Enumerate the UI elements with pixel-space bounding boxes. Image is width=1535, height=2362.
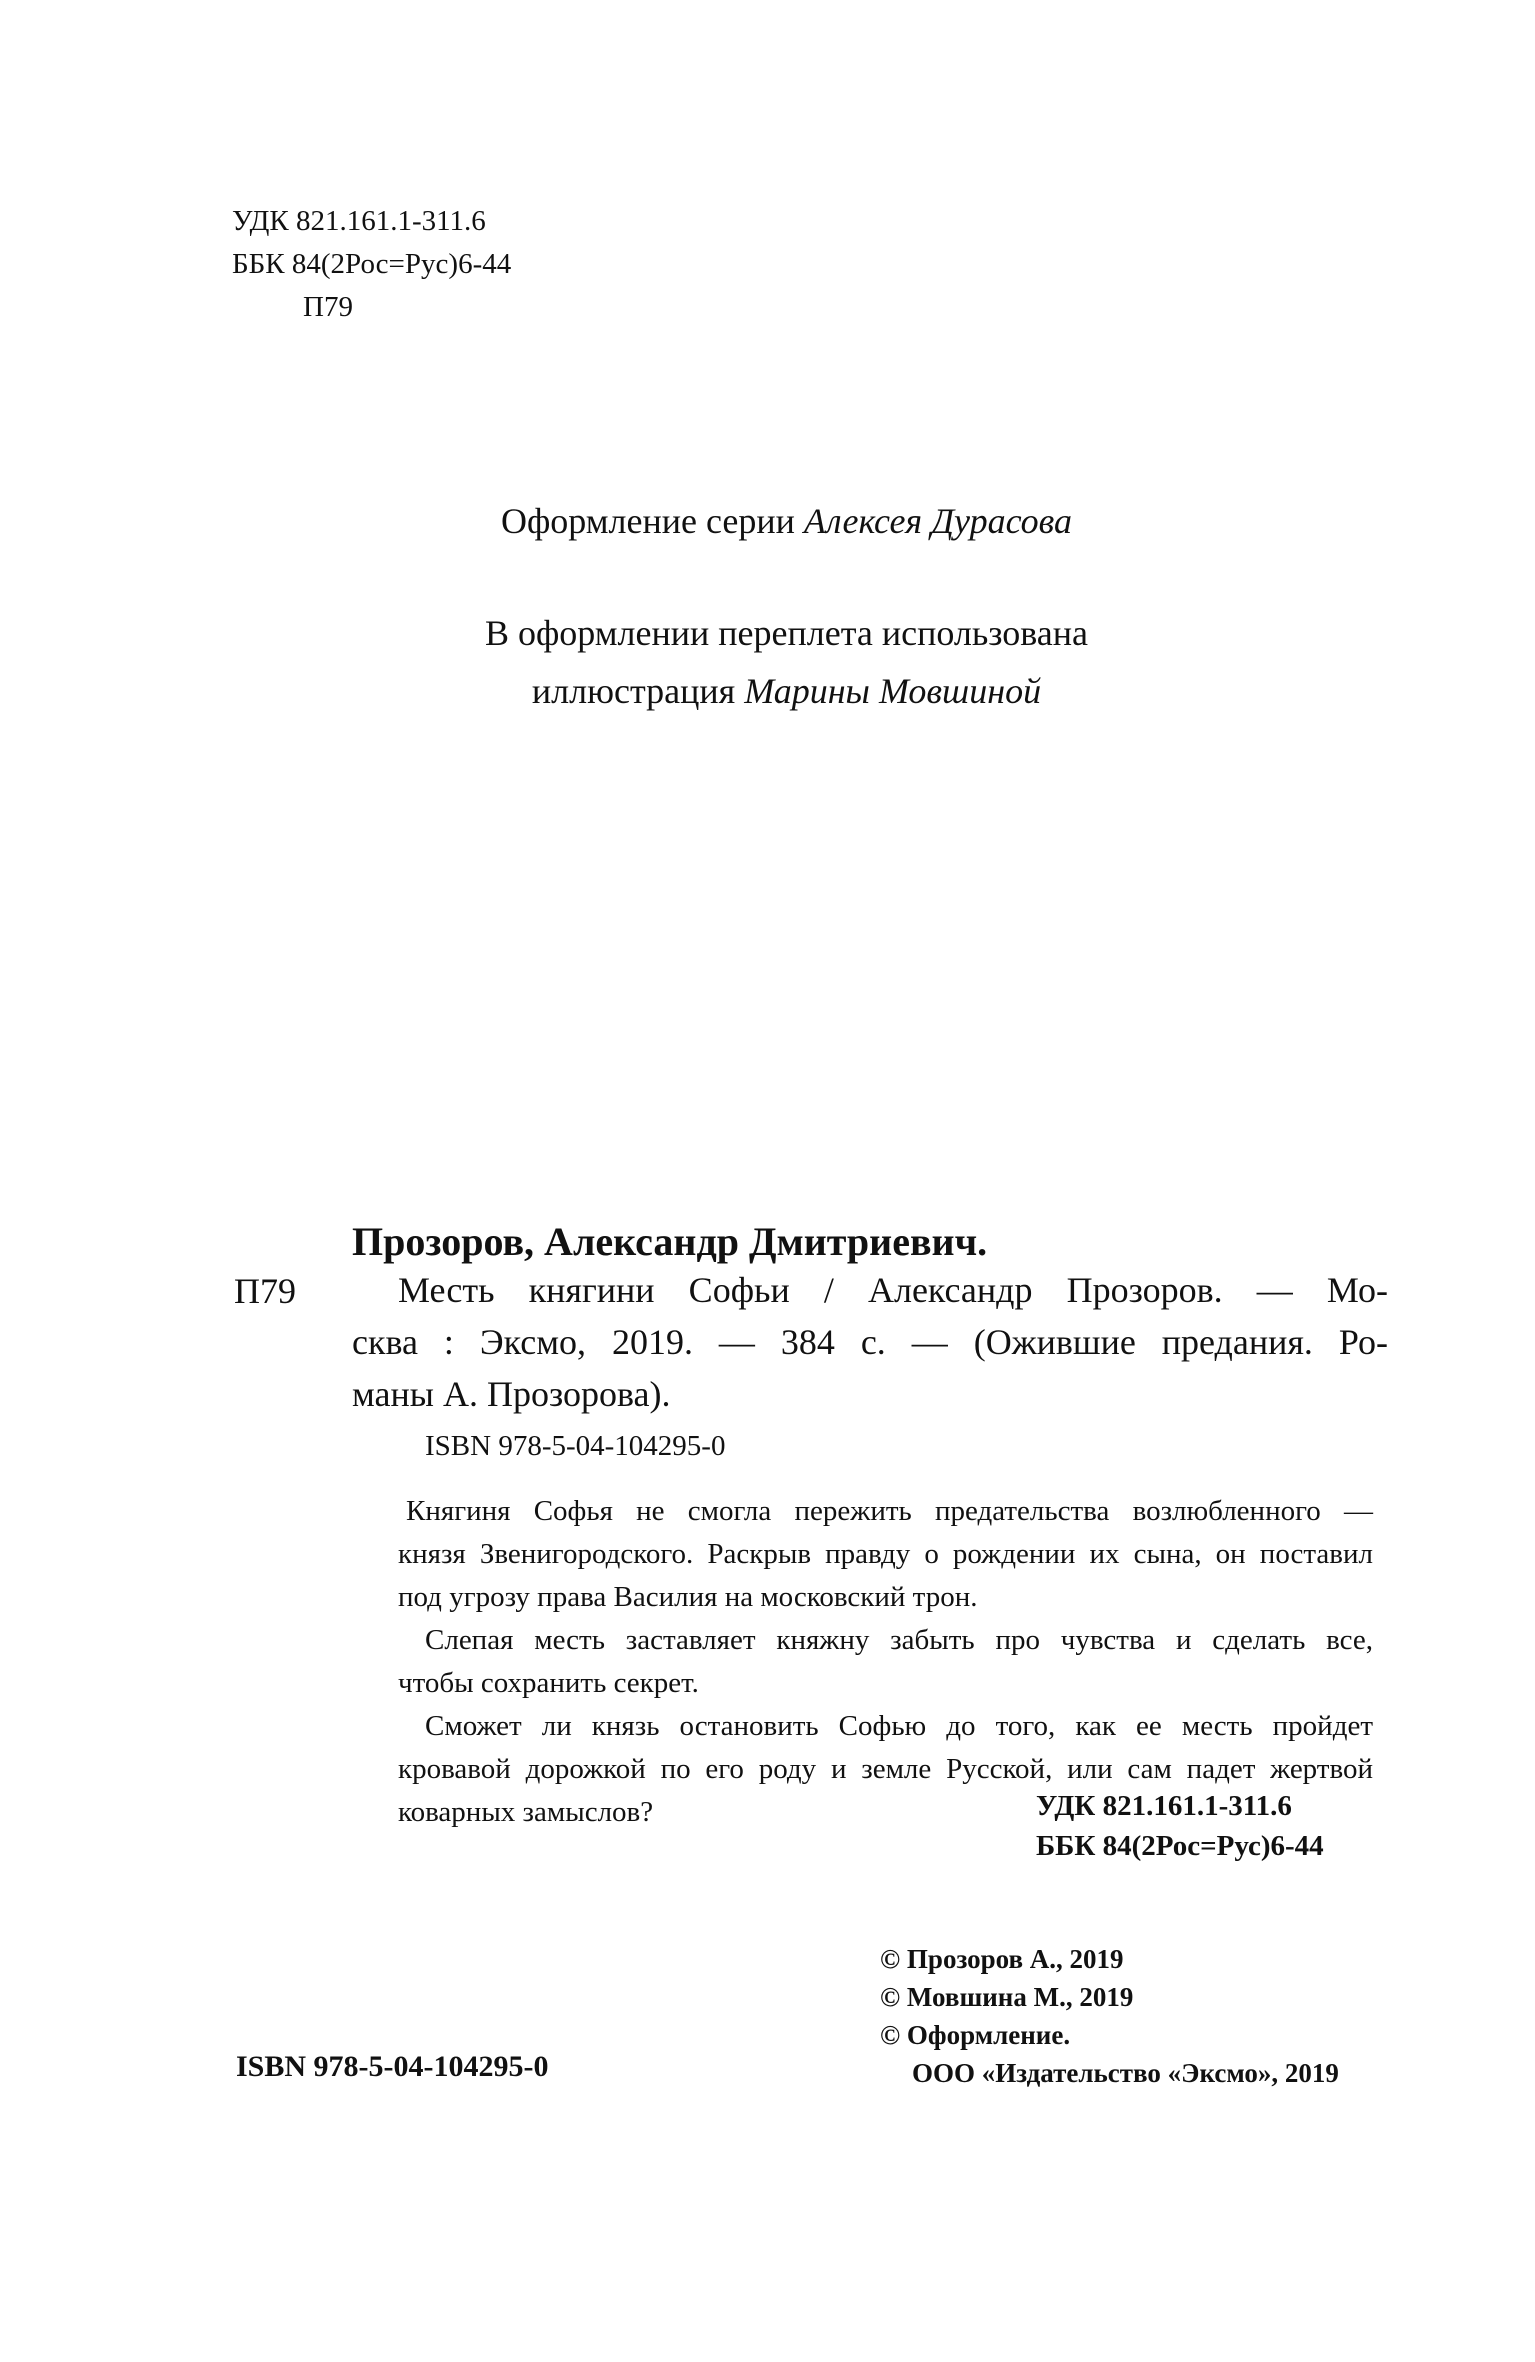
binding-credit-line2 (0, 670, 1535, 712)
annotation-p2-line1: Слепая месть заставляет княжну забыть про чувства и сделать все, (425, 1624, 1373, 1656)
annotation (398, 1490, 1373, 1834)
copyright-illustrator: © Мовшина М., 2019 (880, 1982, 1134, 2012)
series-design-label: Оформление серии (500, 501, 804, 541)
udk-code-bottom: УДК 821.161.1-311.6 (1036, 1790, 1292, 1822)
binding-credit-label: иллюстрация (531, 671, 745, 711)
annotation-p1-line3: под угрозу права Василия на московский трон. (398, 1581, 978, 1613)
isbn-record: ISBN 978-5-04-104295-0 (425, 1430, 726, 1462)
illustrator-name: Марины Мовшиной (744, 671, 1042, 711)
udk-code-top: УДК 821.161.1-311.6 (232, 205, 486, 237)
series-design-credit (0, 500, 1535, 542)
copyright-design: © Оформление. (880, 2020, 1071, 2050)
bbk-code-top: ББК 84(2Рос=Рус)6-44 (232, 248, 512, 280)
bib-line-2: сква : Эксмо, 2019. — 384 с. — (Ожившие предания. Ро- (352, 1322, 1388, 1362)
copyright-author: © Прозоров А., 2019 (880, 1944, 1124, 1974)
annotation-p3-line1: Сможет ли князь остановить Софью до того, как ее месть пройдет (425, 1710, 1373, 1742)
bbk-code-bottom: ББК 84(2Рос=Рус)6-44 (1036, 1830, 1324, 1862)
annotation-p1-line2: князя Звенигородского. Раскрыв правду о рождении их сына, он поставил (398, 1538, 1373, 1570)
annotation-p1-line1: Княгиня Софья не смогла пережить предательства возлюбленного — (406, 1495, 1373, 1527)
binding-credit-line1: В оформлении переплета использована (484, 613, 1089, 653)
annotation-p3-line3: коварных замыслов? (398, 1796, 654, 1828)
author-heading: Прозоров, Александр Дмитриевич. (352, 1219, 988, 1264)
copyright-publisher: ООО «Издательство «Эксмо», 2019 (912, 2058, 1339, 2088)
copyright-block (880, 1940, 1339, 2092)
series-designer-name: Алексея Дурасова (803, 501, 1073, 541)
bib-line-3: маны А. Прозорова). (352, 1374, 671, 1414)
isbn-footer: ISBN 978-5-04-104295-0 (236, 2050, 549, 2083)
annotation-p2-line2: чтобы сохранить секрет. (398, 1667, 699, 1699)
bib-line-1: Месть княгини Софьи / Александр Прозоров. — Мо- (398, 1270, 1388, 1310)
author-sign-top: П79 (303, 291, 353, 323)
author-sign: П79 (234, 1271, 296, 1311)
annotation-p3-line2: кровавой дорожкой по его роду и земле Русской, или сам падет жертвой (398, 1753, 1373, 1785)
